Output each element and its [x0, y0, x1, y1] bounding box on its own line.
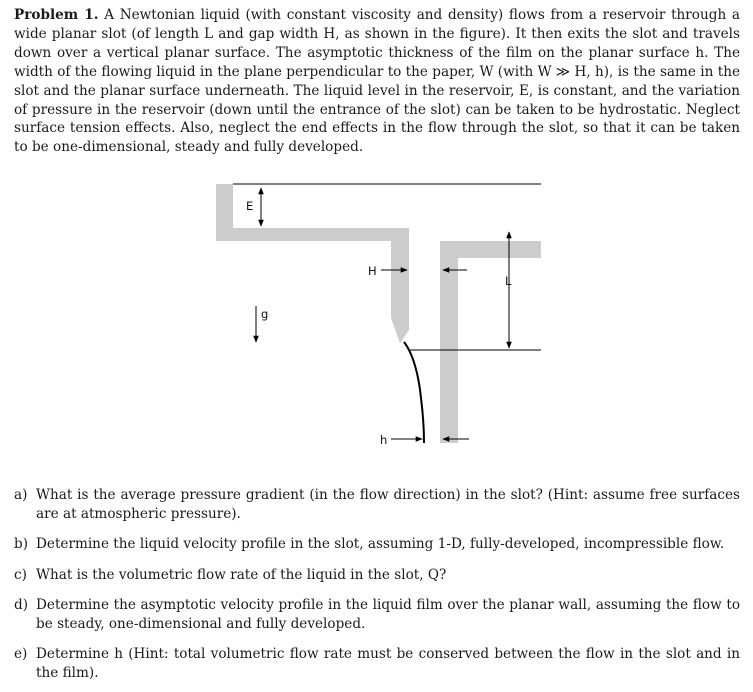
question-label: d): [14, 597, 29, 613]
question-text: Determine the asymptotic velocity profile in the liquid film over the planar wall, assuming the flow to be steady, one-dimensional and fully developed.: [36, 597, 740, 632]
question-item: [14, 486, 740, 523]
question-text: What is the volumetric flow rate of the liquid in the slot, Q?: [36, 566, 447, 583]
e-label: E: [246, 199, 254, 213]
problem-text: A Newtonian liquid (with constant viscosity and density) flows from a reservoir through a wide planar slot (of length L and gap width H, as shown in the figure). It then exits the slot and travels down over a vertical planar surface. The asymptotic thickness of the film on the planar surface h. The width of the flowing liquid in the plane perpendicular to the paper, W (with W ≫ H, h), is the same in the slot and the planar surface underneath. The liquid level in the reservoir, E, is constant, and the variation of pressure in the reservoir (down until the entrance of the slot) can be taken to be hydrostatic. Neglect surface tension effects. Also, neglect the end effects in the flow through the slot, so that it can be taken to be one-dimensional, steady and fully developed.: [14, 7, 741, 156]
question-text: What is the average pressure gradient (in the flow direction) in the slot? (Hint: assume free surfaces are at atmospheric pressure).: [36, 487, 740, 522]
question-text: Determine the liquid velocity profile in the slot, assuming 1-D, fully-developed, incompressible flow.: [36, 536, 725, 552]
question-item: [14, 535, 740, 554]
question-item: [14, 566, 740, 585]
gravity-label: g: [261, 307, 269, 321]
film-free-surface: [404, 342, 424, 443]
question-label: a): [14, 487, 28, 503]
question-text: Determine h (Hint: total volumetric flow rate must be conserved between the flow in the slot and in the film).: [36, 646, 740, 681]
question-list: [14, 486, 740, 682]
question-item: [14, 596, 740, 633]
question-label: b): [14, 536, 29, 552]
problem-heading: Problem 1.: [14, 7, 99, 23]
question-label: e): [14, 646, 28, 662]
h-gap-label: H: [368, 264, 377, 278]
film-thickness-label: h: [380, 433, 388, 447]
question-label: c): [14, 566, 27, 583]
question-item: [14, 645, 740, 682]
l-label: L: [505, 274, 512, 288]
